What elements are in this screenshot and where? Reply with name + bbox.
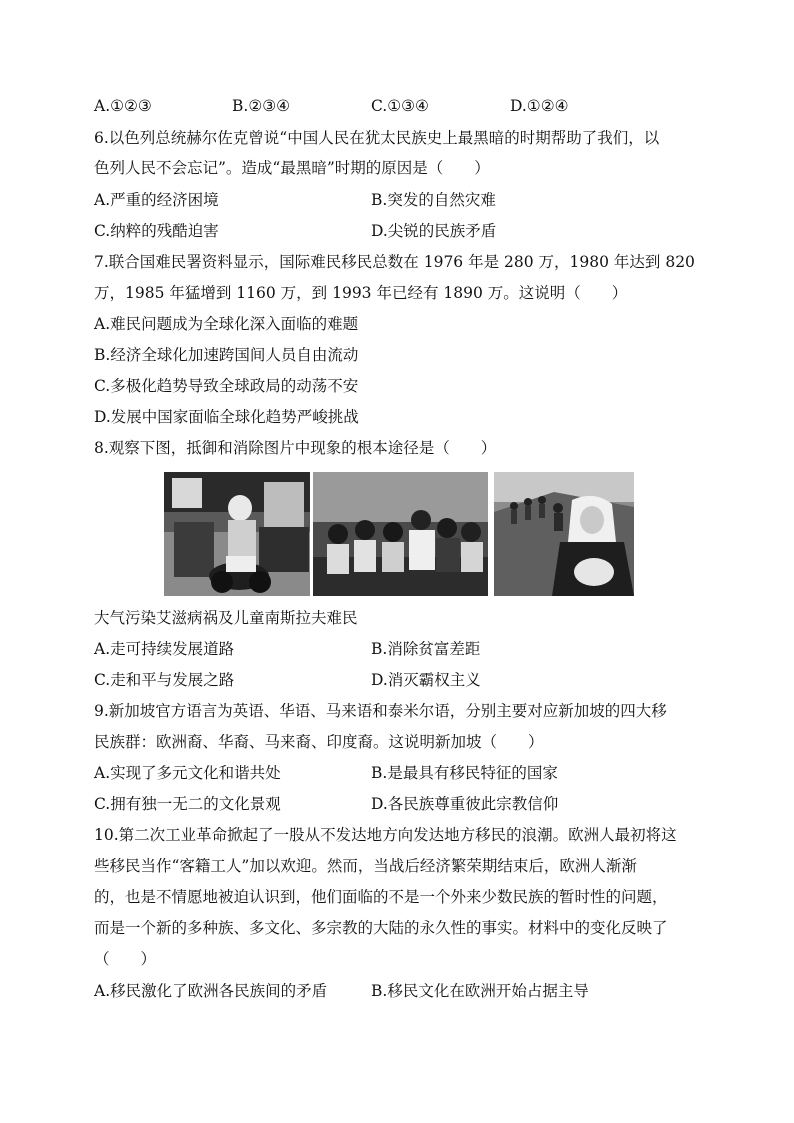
q7-option-b: B.经济全球化加速跨国间人员自由流动 <box>94 346 359 364</box>
q6-option-a: A.严重的经济困境 <box>94 191 219 209</box>
q8-stem: 8.观察下图，抵御和消除图片中现象的根本途径是（ ） <box>94 439 497 457</box>
q6-option-d: D.尖锐的民族矛盾 <box>371 222 497 240</box>
q8-option-a: A.走可持续发展道路 <box>94 640 235 658</box>
q10-option-a: A.移民激化了欧洲各民族间的矛盾 <box>94 982 328 1000</box>
q10-stem-line-5: （ ） <box>94 950 157 968</box>
q8-option-d: D.消灭霸权主义 <box>371 671 481 689</box>
q7-stem-line-2: 万，1985 年猛增到 1160 万，到 1993 年已经有 1890 万。这说明（ ） <box>94 284 628 302</box>
q6-stem-line-1: 6.以色列总统赫尔佐克曾说“中国人民在犹太民族史上最黑暗的时期帮助了我们，以 <box>94 129 660 147</box>
q7-stem-line-1: 7.联合国难民署资料显示，国际难民移民总数在 1976 年是 280 万，1980 年达到 820 <box>94 253 695 271</box>
q6-stem-line-2: 色列人民不会忘记”。造成“最黑暗”时期的原因是（ ） <box>94 159 490 177</box>
q7-option-a: A.难民问题成为全球化深入面临的难题 <box>94 315 359 333</box>
q6-option-b: B.突发的自然灾难 <box>371 191 496 209</box>
q7-option-d: D.发展中国家面临全球化趋势严峻挑战 <box>94 408 359 426</box>
q7-option-c: C.多极化趋势导致全球政局的动荡不安 <box>94 377 359 395</box>
q9-stem-line-2: 民族群：欧洲裔、华裔、马来裔、印度裔。这说明新加坡（ ） <box>94 733 544 751</box>
q9-option-d: D.各民族尊重彼此宗教信仰 <box>371 795 559 813</box>
q5-option-c: C.①③④ <box>371 97 429 115</box>
refugees-photo <box>494 472 634 596</box>
q9-option-c: C.拥有独一无二的文化景观 <box>94 795 281 813</box>
q8-option-b: B.消除贫富差距 <box>371 640 481 658</box>
aids-children-photo <box>313 472 488 596</box>
q10-stem-line-3: 的，也是不情愿地被迫认识到，他们面临的不是一个外来少数民族的暂时性的问题， <box>94 888 668 906</box>
q5-option-a: A.①②③ <box>94 97 152 115</box>
q9-stem-line-1: 9.新加坡官方语言为英语、华语、马来语和泰米尔语，分别主要对应新加坡的四大移 <box>94 702 667 720</box>
q5-option-d: D.①②④ <box>510 97 569 115</box>
q10-option-b: B.移民文化在欧洲开始占据主导 <box>371 982 589 1000</box>
q5-option-b: B.②③④ <box>232 97 291 115</box>
q6-option-c: C.纳粹的残酷迫害 <box>94 222 219 240</box>
q10-stem-line-1: 10.第二次工业革命掀起了一股从不发达地方向发达地方移民的浪潮。欧洲人最初将这 <box>94 826 677 844</box>
q8-photo-caption: 大气污染艾滋病祸及儿童南斯拉夫难民 <box>94 609 358 627</box>
q8-option-c: C.走和平与发展之路 <box>94 671 235 689</box>
q10-stem-line-4: 而是一个新的多种族、多文化、多宗教的大陆的永久性的事实。材料中的变化反映了 <box>94 919 668 937</box>
q9-option-a: A.实现了多元文化和谐共处 <box>94 764 281 782</box>
q9-option-b: B.是最具有移民特征的国家 <box>371 764 558 782</box>
q10-stem-line-2: 些移民当作“客籍工人”加以欢迎。然而，当战后经济繁荣期结束后，欧洲人渐渐 <box>94 857 637 875</box>
air-pollution-photo <box>164 472 310 596</box>
